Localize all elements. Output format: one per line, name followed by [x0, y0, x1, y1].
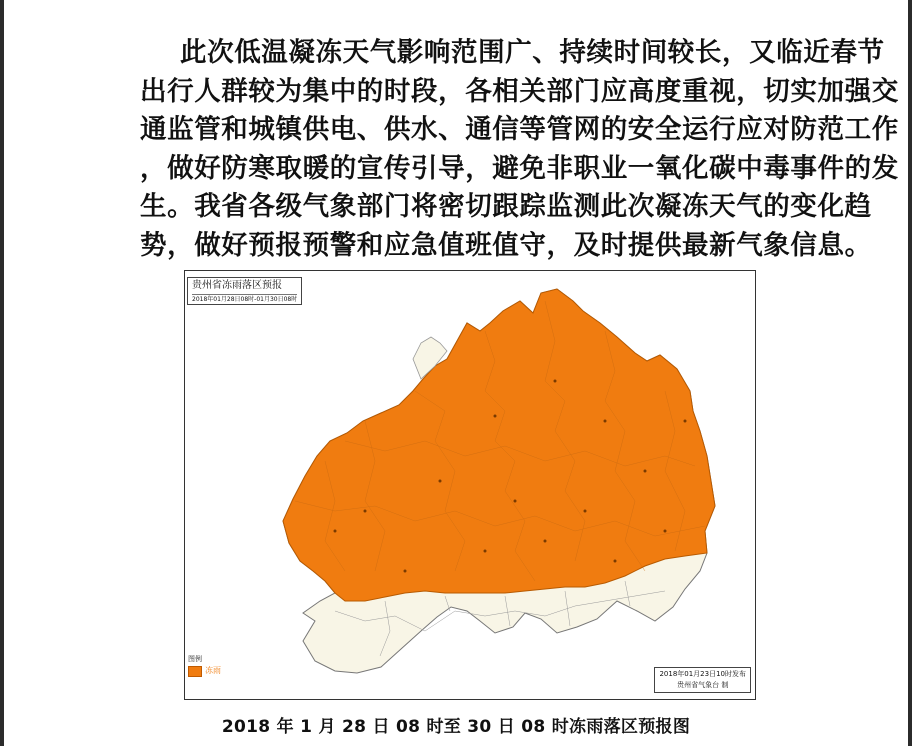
- page-edge-right: [908, 0, 912, 746]
- legend-heading: 图例: [188, 655, 202, 663]
- issue-time: 2018年01月23日10时发布: [659, 670, 746, 678]
- article-paragraph: [140, 34, 899, 265]
- forecast-map-figure: [184, 270, 756, 700]
- map-title: 贵州省冻雨落区预报: [192, 280, 282, 291]
- page-edge-left: [0, 0, 4, 746]
- paragraph-line: 通监管和城镇供电、供水、通信等管网的安全运行应对防范工作: [140, 114, 899, 145]
- map-legend: [188, 653, 221, 677]
- paragraph-line: 出行人群较为集中的时段，各相关部门应高度重视，切实加强交: [140, 75, 899, 107]
- figure-caption: 2018 年 1 月 28 日 08 时至 30 日 08 时冻雨落区预报图: [221, 717, 691, 737]
- paragraph-line: 此次低温凝冻天气影响范围广、持续时间较长，又临近春节: [180, 37, 885, 68]
- legend-swatch: [188, 666, 202, 677]
- issuer: 贵州省气象台 制: [677, 681, 729, 689]
- paragraph-line: ，做好防寒取暖的宣传引导，避免非职业一氧化碳中毒事件的发: [140, 152, 899, 184]
- map-period: 2018年01月28日08时-01月30日08时: [192, 296, 298, 303]
- legend-label: 冻雨: [205, 666, 221, 675]
- map-issue-box: [654, 667, 751, 693]
- guizhou-map: [185, 271, 755, 699]
- paragraph-line: 势，做好预报预警和应急值班值守，及时提供最新气象信息。: [140, 229, 872, 261]
- legend-row: [188, 665, 221, 677]
- paragraph-line: 生。我省各级气象部门将密切跟踪监测此次凝冻天气的变化趋: [140, 191, 872, 222]
- map-title-box: [187, 277, 302, 305]
